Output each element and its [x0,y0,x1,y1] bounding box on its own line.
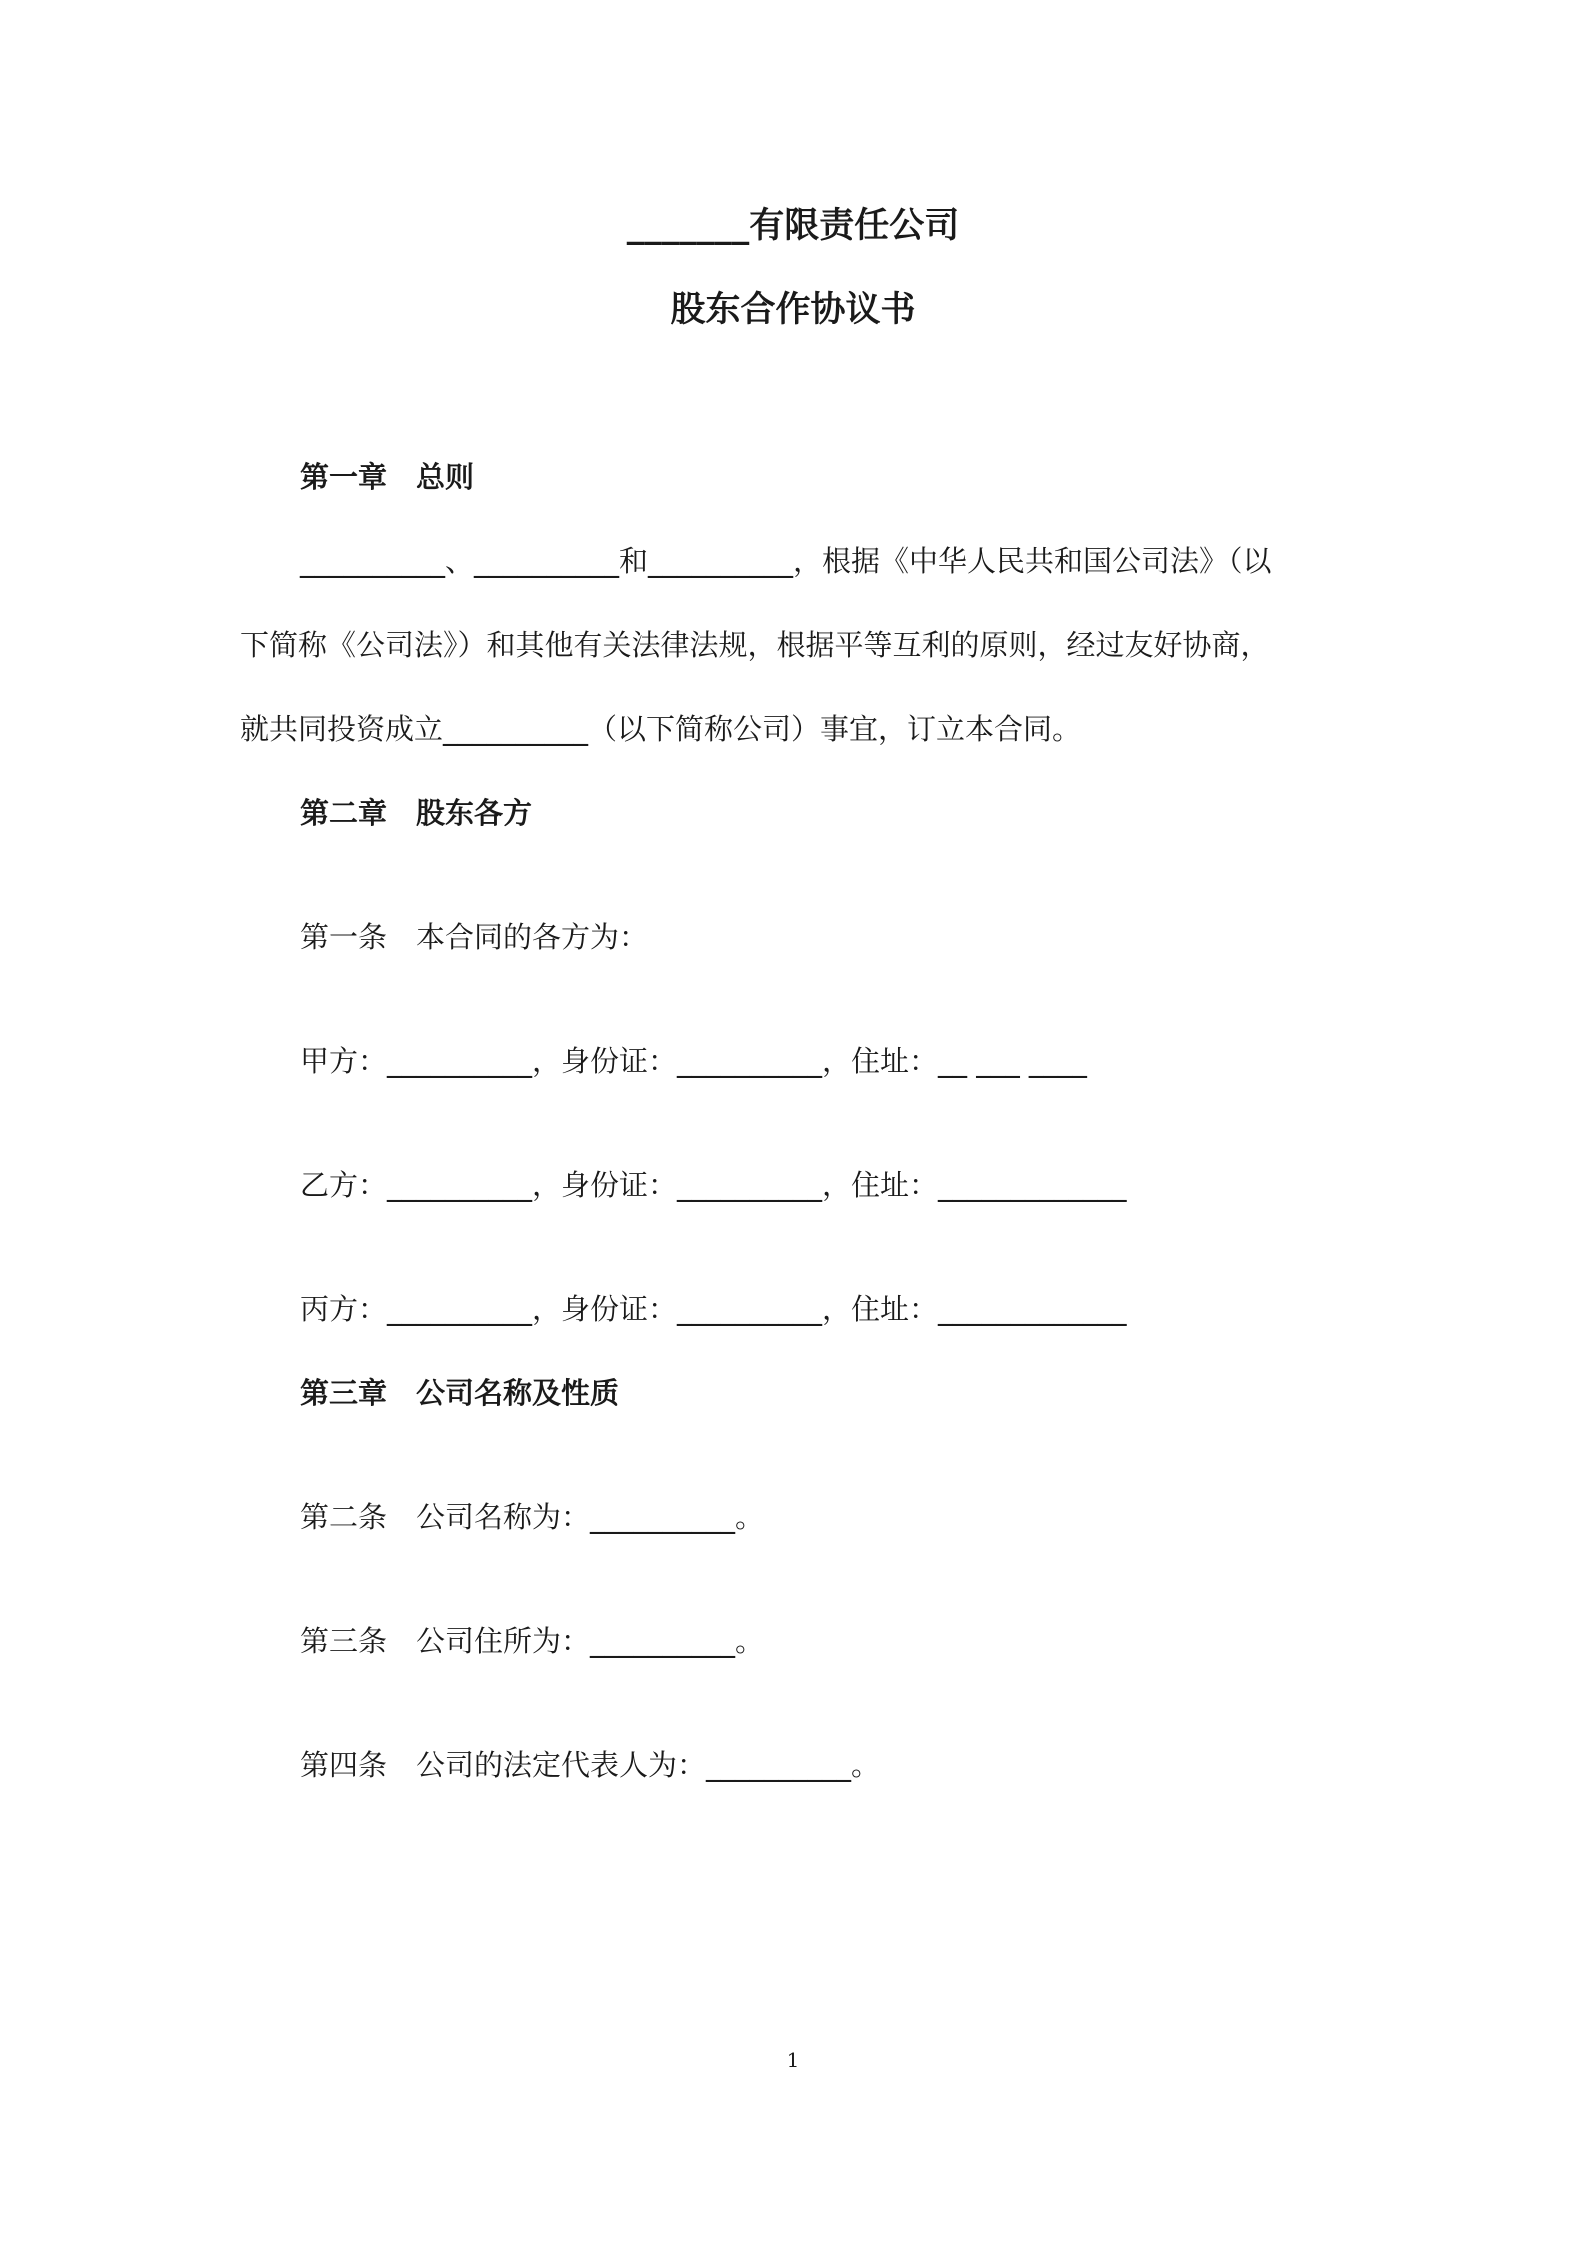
article-2: 第二条 公司名称为：__________。 [300,1500,765,1534]
chapter-heading-3: 第三章 公司名称及性质 [300,1376,620,1410]
party-b-line: 乙方：__________，身份证：__________，住址：_____________ [300,1168,1127,1202]
paragraph-1-line-3: 就共同投资成立__________（以下简称公司）事宜，订立本合同。 [240,712,1082,746]
article-1: 第一条 本合同的各方为： [300,920,649,954]
chapter-heading-1: 第一章 总则 [300,460,475,494]
document-title-company: _______有限责任公司 [626,206,960,246]
paragraph-1-line-2: 下简称《公司法》）和其他有关法律法规，根据平等互利的原则，经过友好协商， [240,628,1270,662]
paragraph-1-line-1: __________、__________和__________，根据《中华人民共和国公司法》（以 [300,544,1272,578]
page-number: 1 [786,2048,800,2072]
article-3: 第三条 公司住所为：__________。 [300,1624,765,1658]
party-c-line: 丙方：__________，身份证：__________，住址：_____________ [300,1292,1127,1326]
document-title-agreement: 股东合作协议书 [670,290,916,330]
article-4: 第四条 公司的法定代表人为：__________。 [300,1748,881,1782]
party-a-line: 甲方：__________，身份证：__________，住址：__ ___ ____ [300,1044,1087,1078]
chapter-heading-2: 第二章 股东各方 [300,796,533,830]
